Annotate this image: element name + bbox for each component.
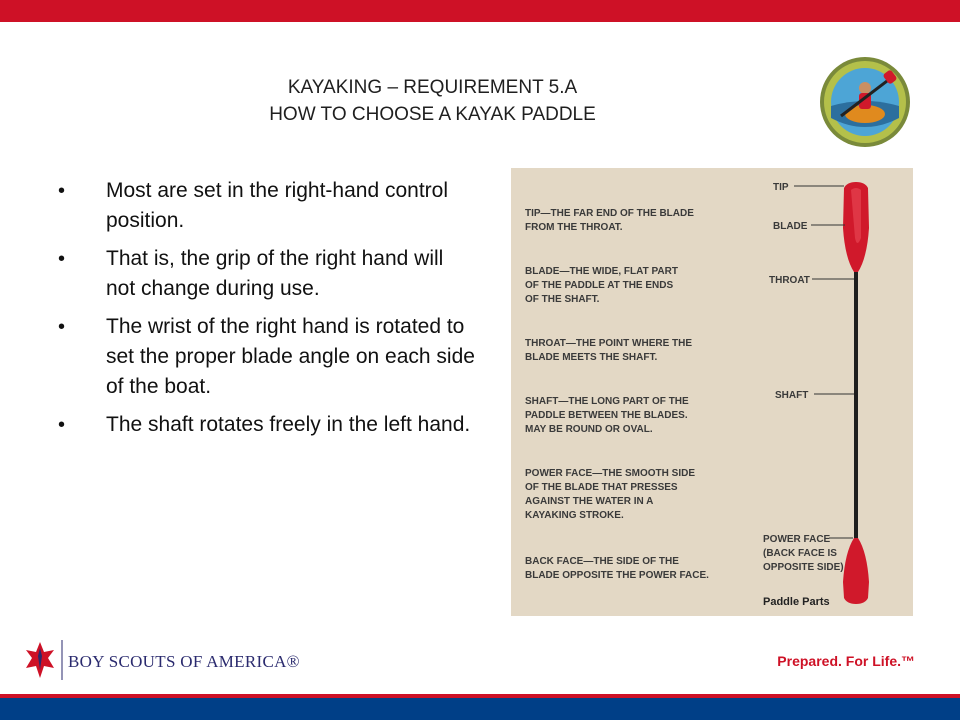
paddle-diagram <box>511 168 913 616</box>
kayaking-merit-badge-icon <box>819 56 911 148</box>
bullet-item: • The shaft rotates freely in the left hand. <box>58 410 478 440</box>
bullet-item: • Most are set in the right-hand control position. <box>58 176 478 236</box>
figure-caption: Paddle Parts <box>763 596 830 608</box>
tagline: Prepared. For Life.™ <box>777 653 915 669</box>
definition-tip: TIP—THE FAR END OF THE BLADE FROM THE THROAT. <box>525 208 694 233</box>
org-name: BOY SCOUTS OF AMERICA® <box>68 652 300 671</box>
bullet-item: • That is, the grip of the right hand will not change during use. <box>58 244 478 304</box>
paddle-parts-figure <box>511 168 913 616</box>
bottom-accent-bar <box>0 698 960 720</box>
definition-shaft: SHAFT—THE LONG PART OF THE PADDLE BETWEEN THE BLADES. MAY BE ROUND OR OVAL. <box>525 396 689 435</box>
bullet-list <box>58 176 478 448</box>
definition-blade: BLADE—THE WIDE, FLAT PART OF THE PADDLE AT THE ENDS OF THE SHAFT. <box>525 266 678 305</box>
callout-tip: TIP <box>773 182 789 193</box>
callout-blade: BLADE <box>773 221 808 232</box>
definition-back-face: BACK FACE—THE SIDE OF THE BLADE OPPOSITE THE POWER FACE. <box>525 556 709 581</box>
callout-shaft: SHAFT <box>775 390 809 401</box>
slide-title-line-2: HOW TO CHOOSE A KAYAK PADDLE <box>269 104 596 125</box>
top-accent-bar <box>0 0 960 22</box>
callout-power-face: POWER FACE (BACK FACE IS OPPOSITE SIDE) <box>763 534 844 573</box>
slide-title <box>190 74 675 128</box>
paddle-icon <box>843 182 869 604</box>
definition-throat: THROAT—THE POINT WHERE THE BLADE MEETS THE SHAFT. <box>525 338 693 363</box>
bullet-item: • The wrist of the right hand is rotated to set the proper blade angle on each side of the boat. <box>58 312 478 402</box>
callout-throat: THROAT <box>769 275 810 286</box>
definition-power-face: POWER FACE—THE SMOOTH SIDE OF THE BLADE THAT PRESSES AGAINST THE WATER IN A KAYAKING STROKE. <box>525 468 696 521</box>
slide-title-line-1: KAYAKING – REQUIREMENT 5.A <box>287 77 578 98</box>
